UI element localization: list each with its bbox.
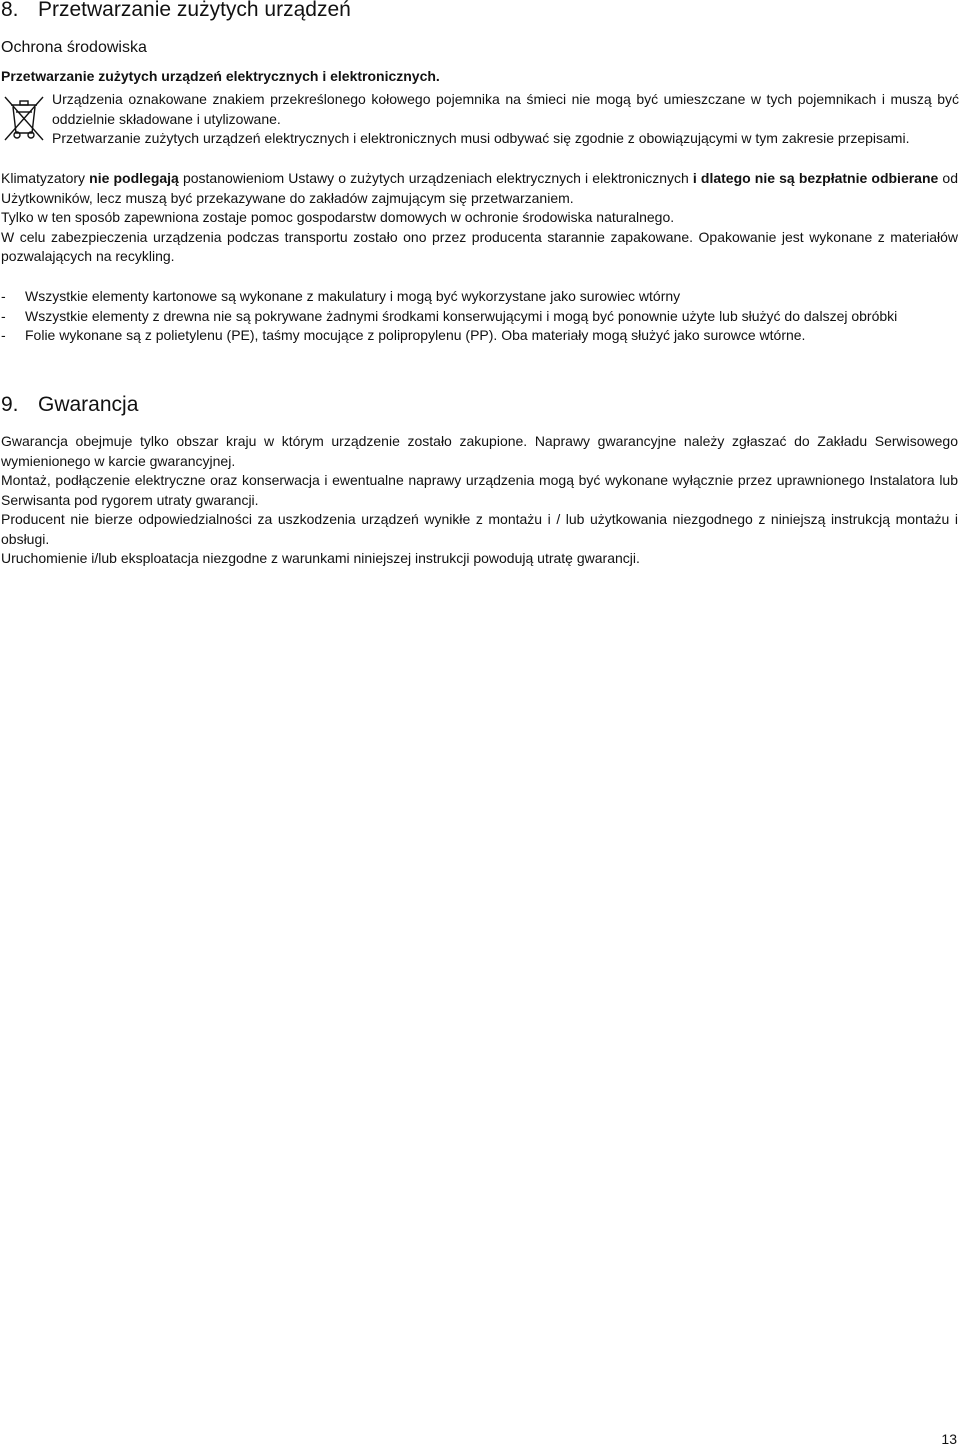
aircon-bold-1: nie podlegają: [89, 170, 179, 186]
weee-text: [52, 90, 959, 149]
warranty-paragraph: Gwarancja obejmuje tylko obszar kraju w którym urządzenie zostało zakupione. Naprawy gwarancyjne należy zgłaszać do Zakładu Serwisowego wymienionego w karcie gwarancyjnej.: [1, 433, 958, 469]
list-item: [1, 307, 958, 327]
packaging-paragraph: W celu zabezpieczenia urządzenia podczas transportu zostało ono przez producenta starannie zapakowane. Opakowanie jest wykonane z materiałów pozwalających na recykling.: [1, 228, 958, 264]
recycling-bold-heading: Przetwarzanie zużytych urządzeń elektrycznych i elektronicznych.: [1, 68, 440, 84]
section-8-number: 8.: [1, 0, 19, 21]
aircon-text-3: od Użytkowników, lecz muszą być przekazywane do zakładów zajmującym się przetwarzaniem.: [1, 170, 958, 206]
section-8-body: [1, 169, 958, 267]
section-8-title: Przetwarzanie zużytych urządzeń: [38, 0, 351, 21]
section-9-title: Gwarancja: [38, 393, 139, 416]
warranty-paragraph: Montaż, podłączenie elektryczne oraz konserwacja i ewentualne naprawy urządzenia mogą być wykonane wyłącznie przez uprawnionego Instalatora lub Serwisanta pod rygorem utraty gwarancji.: [1, 472, 958, 508]
section-8-heading: [1, 0, 351, 22]
list-item-text: Folie wykonane są z polietylenu (PE), taśmy mocujące z polipropylenu (PP). Oba materiały mogą służyć jako surowce wtórne.: [25, 327, 806, 343]
page-number: 13: [941, 1431, 957, 1447]
environment-subheading: Ochrona środowiska: [1, 39, 147, 56]
list-item: [1, 326, 958, 346]
crossed-out-wheelie-bin-icon: [2, 93, 46, 143]
list-marker: -: [1, 307, 6, 324]
warranty-paragraph: Uruchomienie i/lub eksploatacja niezgodne z warunkami niniejszej instrukcji powodują utratę gwarancji.: [1, 550, 640, 566]
warranty-body: [1, 432, 958, 569]
packaging-list: [1, 287, 958, 346]
aircon-paragraph: [1, 169, 958, 208]
list-item: [1, 287, 958, 307]
weee-paragraph-2: Przetwarzanie zużytych urządzeń elektrycznych i elektronicznych musi odbywać się zgodnie z obowiązującymi w tym zakresie przepisami.: [52, 130, 910, 146]
section-9-heading: [1, 393, 138, 417]
list-marker: -: [1, 327, 6, 343]
section-9-number: 9.: [1, 393, 19, 416]
list-marker: -: [1, 288, 6, 304]
warranty-paragraph: Producent nie bierze odpowiedzialności za uszkodzenia urządzeń wynikłe z montażu i / lub użytkowania niezgodnego z niniejszą instrukcją montażu i obsługi.: [1, 511, 958, 547]
list-item-text: Wszystkie elementy kartonowe są wykonane z makulatury i mogą być wykorzystane jako surowiec wtórny: [25, 288, 681, 304]
list-item-text: Wszystkie elementy z drewna nie są pokrywane żadnymi środkami konserwującymi i mogą być ponownie użyte lub służyć do dalszej obróbki: [25, 307, 898, 324]
weee-paragraph-1: Urządzenia oznakowane znakiem przekreślonego kołowego pojemnika na śmieci nie mogą być umieszczane w tych pojemnikach i muszą być oddzielnie składowane i utylizowane.: [52, 91, 959, 127]
aircon-text-1: Klimatyzatory: [1, 170, 90, 186]
household-paragraph: Tylko w ten sposób zapewniona zostaje pomoc gospodarstw domowych w ochronie środowiska naturalnego.: [1, 209, 675, 225]
aircon-bold-2: i dlatego nie są bezpłatnie odbierane: [692, 170, 939, 186]
aircon-text-2: postanowieniom Ustawy o zużytych urządzeniach elektrycznych i elektronicznych: [178, 170, 693, 186]
